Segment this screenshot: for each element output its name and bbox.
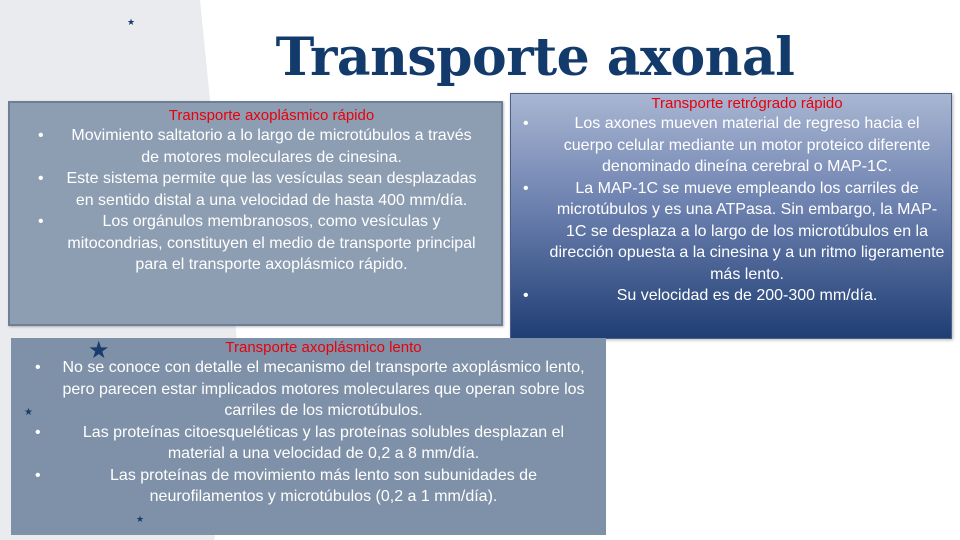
box-retro-list [523,113,945,307]
bullet-icon: • [523,287,529,304]
list-item [35,422,586,465]
bullet-icon: • [38,213,44,230]
bullet-icon: • [35,423,41,441]
bullet-text: Este sistema permite que las vesículas sean desplazadas en sentido distal a una velocidad de hasta 400 mm/día. [66,170,477,209]
box-fast-heading: Transporte axoplásmico rápido [168,107,375,124]
bullet-text: Los axones mueven material de regreso hacia el cuerpo celular mediante un motor proteico diferente denominado dineína cerebral o MAP-1C. [563,115,931,175]
star-decoration-small-left: ★ [24,407,33,418]
box-retrograde-transport [510,93,952,339]
bullet-text: No se conoce con detalle el mecanismo del transporte axoplásmico lento, pero parecen estar implicados motores moleculares que operan sobre los carriles de los microtúbulos. [62,359,585,419]
bullet-text: Los orgánulos membranosos, como vesículas y mitocondrias, constituyen el medio de transporte principal para el transporte axoplásmico rápido. [67,213,476,273]
bullet-icon: • [38,127,44,144]
bullet-text: Movimiento saltatorio a lo largo de microtúbulos a través de motores moleculares de cinesina. [71,127,472,166]
bullet-icon: • [38,170,44,187]
list-item [35,465,586,508]
bullet-icon: • [35,466,41,484]
bullet-text: Las proteínas citoesqueléticas y las proteínas solubles desplazan el material a una velocidad de 0,2 a 8 mm/día. [82,423,565,462]
star-decoration-small-top: ★ [127,17,136,27]
box-slow-transport [11,338,606,535]
bullet-icon: • [35,359,41,376]
star-decoration-large: ★ [88,337,110,364]
bullet-icon: • [523,179,529,197]
list-item [35,357,586,422]
list-item [38,125,479,168]
box-retro-heading: Transporte retrógrado rápido [651,95,843,112]
bullet-text: Las proteínas de movimiento más lento son subunidades de neurofilamentos y microtúbulos (0,2 a 1 mm/día). [110,466,537,505]
box-fast-transport [8,101,503,326]
bullet-text: Su velocidad es de 200-300 mm/día. [616,287,878,304]
box-slow-list [35,357,586,508]
list-item [38,211,479,276]
star-decoration-small-bottom: ★ [136,514,145,524]
list-item [523,178,945,286]
box-slow-heading: Transporte axoplásmico lento [225,339,422,356]
list-item [38,168,479,211]
list-item [523,285,945,307]
list-item [523,113,945,178]
bullet-icon: • [523,115,529,132]
bullet-text: La MAP-1C se mueve empleando los carriles de microtúbulos y es una ATPasa. Sin embargo, la MAP-1C se desplaza a lo largo de los microtúbulos en la dirección opuesta a la cinesina y a un ritmo ligeramente más lento. [549,179,945,283]
slide-title: Transporte axonal [275,27,795,88]
box-fast-list [38,125,479,276]
